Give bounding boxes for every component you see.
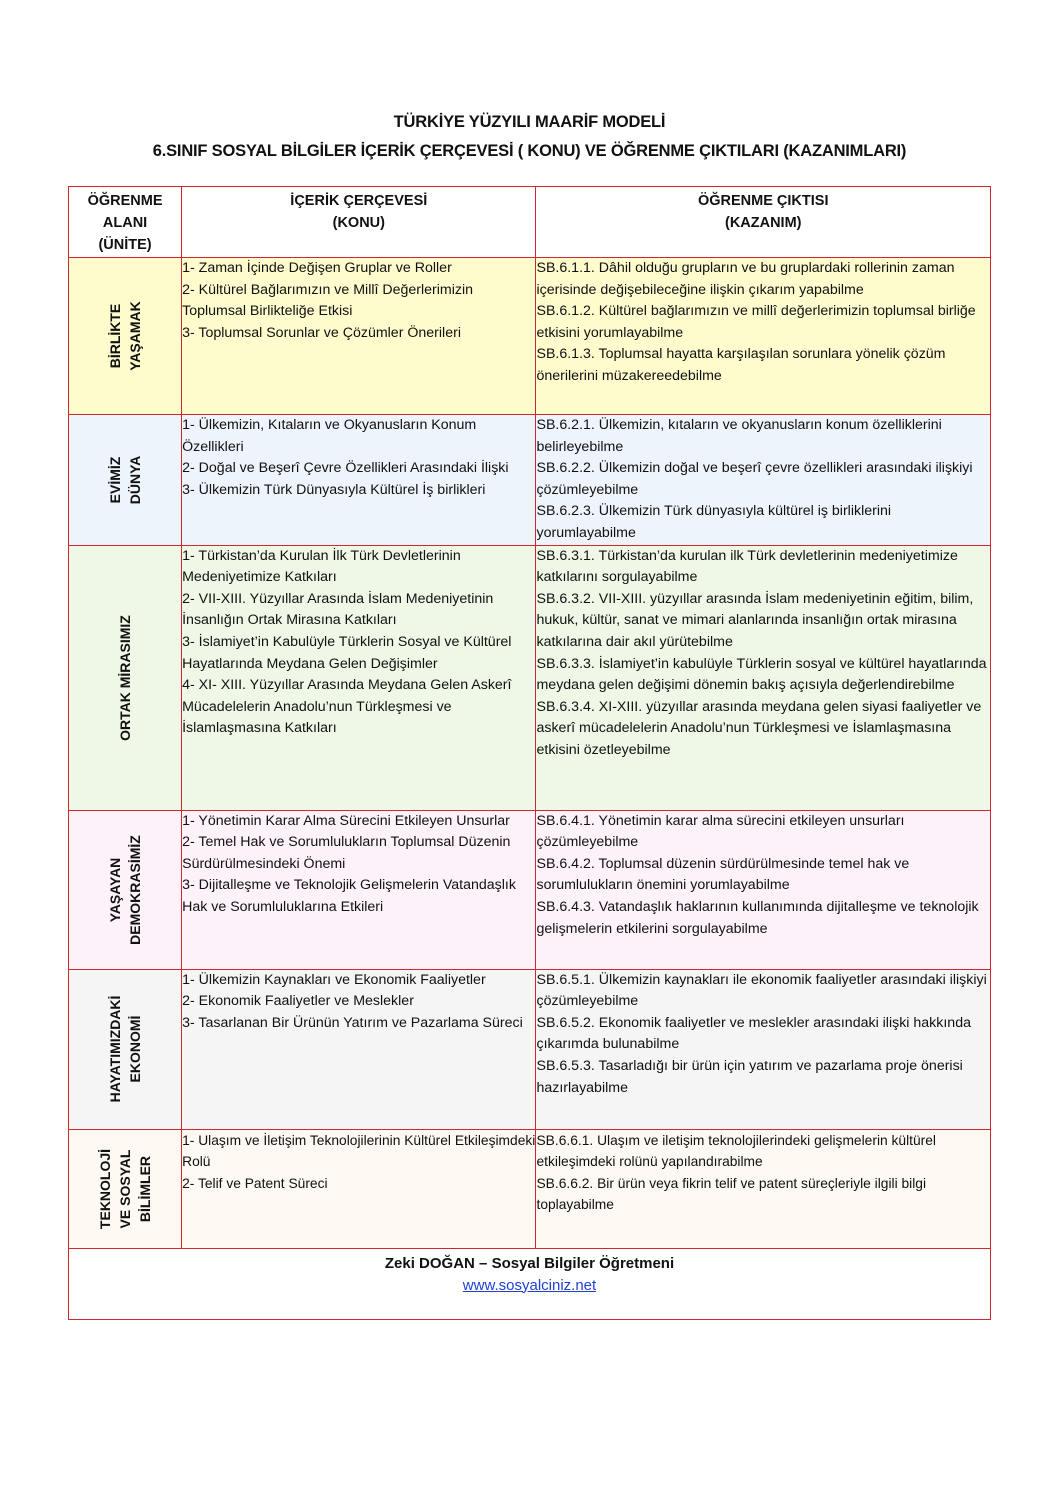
topic-item: 1- Zaman İçinde Değişen Gruplar ve Roller	[182, 260, 452, 276]
outcome-item: SB.6.1.1. Dâhil olduğu grupların ve bu gruplardaki rollerinin zaman içerisinde değişebileceğine ilişkin çıkarım yapabilme	[536, 260, 955, 298]
outcome-item: SB.6.5.1. Ülkemizin kaynakları ile ekonomik faaliyetler arasındaki ilişkiyi çözümleyebilme	[536, 971, 987, 1010]
table-footer-row	[69, 1248, 991, 1319]
topic-item: 3- Toplumsal Sorunlar ve Çözümler Önerileri	[182, 324, 461, 341]
topic-item: 2- Ekonomik Faaliyetler ve Meslekler	[182, 993, 414, 1010]
author-credit: Zeki DOĞAN – Sosyal Bilgiler Öğretmeni	[384, 1254, 675, 1272]
header-line: (KONU)	[332, 215, 385, 231]
outcomes-cell	[536, 1129, 991, 1248]
topics-cell	[182, 545, 536, 810]
unit-label: EKONOMİ	[127, 1015, 144, 1083]
topics-cell	[182, 415, 536, 546]
outcome-item: SB.6.5.2. Ekonomik faaliyetler ve meslekler arasındaki ilişki hakkında çıkarımda bulunabilme	[536, 1014, 971, 1053]
table-row	[69, 969, 991, 1129]
unit-label: DEMOKRASİMİZ	[127, 834, 144, 945]
outcome-item: SB.6.3.1. Türkistan’da kurulan ilk Türk devletlerinin medeniyetimize katkılarını sorgulayabilme	[536, 547, 958, 586]
header-line: ALANI	[102, 215, 148, 231]
unit-cell	[69, 258, 182, 415]
unit-label: HAYATIMIZDAKİ	[107, 995, 124, 1103]
header-line: (ÜNİTE)	[98, 237, 152, 253]
topic-item: 3- İslamiyet’in Kabulüyle Türklerin Sosyal ve Kültürel Hayatlarında Meydana Gelen Değişimler	[182, 633, 512, 672]
topics-cell	[182, 969, 536, 1129]
topic-item: 3- Tasarlanan Bir Ürünün Yatırım ve Pazarlama Süreci	[182, 1014, 523, 1031]
outcomes-cell	[536, 415, 991, 546]
table-row	[69, 810, 991, 969]
outcome-item: SB.6.2.2. Ülkemizin doğal ve beşerî çevre özellikleri arasındaki ilişkiyi çözümleyebilme	[536, 460, 973, 498]
header-line: ÖĞRENME ÇIKTISI	[697, 193, 829, 209]
unit-label: BİLİMLER	[137, 1155, 154, 1222]
topic-item: 2- Temel Hak ve Sorumlulukların Toplumsal Düzenin Sürdürülmesindeki Önemi	[182, 834, 511, 872]
outcomes-cell	[536, 969, 991, 1129]
unit-cell	[69, 415, 182, 546]
outcomes-cell	[536, 545, 991, 810]
unit-label: DÜNYA	[127, 455, 144, 505]
unit-label: YAŞAMAK	[127, 301, 144, 371]
table-row	[69, 415, 991, 546]
topics-cell	[182, 1129, 536, 1248]
unit-cell	[69, 1129, 182, 1248]
outcome-item: SB.6.4.3. Vatandaşlık haklarının kullanımında dijitalleşme ve teknolojik gelişmelerin etkilerini sorgulayabilme	[536, 898, 979, 937]
table-row	[69, 1129, 991, 1248]
outcomes-cell	[536, 258, 991, 415]
outcome-item: SB.6.6.1. Ulaşım ve iletişim teknolojilerindeki gelişmelerin kültürel etkileşimdeki rolünü yapılandırabilme	[536, 1132, 936, 1170]
topic-item: 3- Ülkemizin Türk Dünyasıyla Kültürel İş birlikleri	[182, 481, 486, 498]
header-line: İÇERİK ÇERÇEVESİ	[290, 193, 428, 209]
table-row	[69, 545, 991, 810]
header-content-frame	[182, 187, 536, 258]
topics-cell	[182, 810, 536, 969]
outcome-item: SB.6.3.4. XI-XIII. yüzyıllar arasında meydana gelen siyasi faaliyetler ve askerî mücadelelerin Anadolu’nun Türkleşmesi ve İslamlaşmasına etkisini özetleyebilme	[536, 698, 982, 758]
outcome-item: SB.6.6.2. Bir ürün veya fikrin telif ve patent süreçleriyle ilgili bilgi toplayabilme	[536, 1175, 927, 1213]
outcome-item: SB.6.3.3. İslamiyet’in kabulüyle Türklerin sosyal ve kültürel hayatlarında meydana gelen değişimi dönemin bakış açısıyla değerlendirebilme	[536, 655, 987, 694]
website-link[interactable]: www.sosyalciniz.net	[462, 1276, 597, 1294]
outcomes-cell	[536, 810, 991, 969]
unit-cell	[69, 545, 182, 810]
outcome-item: SB.6.5.3. Tasarladığı bir ürün için yatırım ve pazarlama proje önerisi hazırlayabilme	[536, 1057, 963, 1096]
topic-item: 1- Türkistan’da Kurulan İlk Türk Devletlerinin Medeniyetimize Katkıları	[182, 547, 461, 586]
curriculum-table	[68, 186, 991, 1320]
unit-label: VE SOSYAL	[117, 1149, 134, 1228]
topic-item: 1- Ulaşım ve İletişim Teknolojilerinin Kültürel Etkileşimdeki Rolü	[182, 1132, 536, 1170]
topic-item: 4- XI- XIII. Yüzyıllar Arasında Meydana Gelen Askerî Mücadelelerin Anadolu’nun Türkleşmesi ve İslamlaşmasına Katkıları	[182, 677, 512, 737]
outcome-item: SB.6.1.3. Toplumsal hayatta karşılaşılan sorunlara yönelik çözüm önerilerini müzakereedebilme	[536, 346, 946, 384]
topic-item: 2- Kültürel Bağlarımızın ve Millî Değerlerimizin Toplumsal Birlikteliğe Etkisi	[182, 281, 474, 320]
unit-cell	[69, 969, 182, 1129]
topic-item: 1- Ülkemizin, Kıtaların ve Okyanusların Konum Özellikleri	[182, 417, 477, 455]
outcome-item: SB.6.2.3. Ülkemizin Türk dünyasıyla kültürel iş birliklerini yorumlayabilme	[536, 503, 892, 541]
outcome-item: SB.6.2.1. Ülkemizin, kıtaların ve okyanusların konum özelliklerini belirleyebilme	[536, 417, 942, 455]
topic-item: 2- Telif ve Patent Süreci	[182, 1175, 328, 1191]
header-learning-area	[69, 187, 182, 258]
topic-item: 1- Ülkemizin Kaynakları ve Ekonomik Faaliyetler	[182, 971, 486, 988]
footer-cell	[69, 1248, 991, 1319]
unit-label: EVİMİZ	[107, 456, 124, 504]
table-header-row	[69, 187, 991, 258]
table-row	[69, 258, 991, 415]
header-line: (KAZANIM)	[724, 215, 802, 231]
header-line: ÖĞRENME	[87, 193, 163, 209]
unit-cell	[69, 810, 182, 969]
unit-label: ORTAK MİRASIMIZ	[117, 614, 134, 741]
header-learning-outcome	[536, 187, 991, 258]
topic-item: 3- Dijitalleşme ve Teknolojik Gelişmelerin Vatandaşlık Hak ve Sorumluluklarına Etkileri	[182, 877, 516, 915]
document-title: TÜRKİYE YÜZYILI MAARİF MODELİ	[393, 113, 666, 131]
unit-label: YAŞAYAN	[107, 857, 124, 922]
topic-item: 1- Yönetimin Karar Alma Sürecini Etkileyen Unsurlar	[182, 812, 510, 829]
outcome-item: SB.6.1.2. Kültürel bağlarımızın ve millî değerlerimizin toplumsal birliğe etkisini yorumlayabilme	[536, 303, 976, 341]
topic-item: 2- Doğal ve Beşerî Çevre Özellikleri Arasındaki İlişki	[182, 460, 509, 477]
outcome-item: SB.6.4.1. Yönetimin karar alma sürecini etkileyen unsurları çözümleyebilme	[536, 812, 905, 851]
unit-label: TEKNOLOJİ	[97, 1148, 114, 1229]
outcome-item: SB.6.3.2. VII-XIII. yüzyıllar arasında İslam medeniyetinin eğitim, bilim, hukuk, kültür, sanat ve mimari alanlarında insanlığın ortak mirasına katkılarına dair akıl yürütebilme	[536, 590, 974, 650]
topics-cell	[182, 258, 536, 415]
outcome-item: SB.6.4.2. Toplumsal düzenin sürdürülmesinde temel hak ve sorumlulukların önemini yorumlayabilme	[536, 855, 910, 894]
topic-item: 2- VII-XIII. Yüzyıllar Arasında İslam Medeniyetinin İnsanlığın Ortak Mirasına Katkıları	[182, 590, 494, 629]
unit-label: BİRLİKTE	[107, 303, 124, 369]
document-subtitle: 6.SINIF SOSYAL BİLGİLER İÇERİK ÇERÇEVESİ ( KONU) VE ÖĞRENME ÇIKTILARI (KAZANIMLARI)	[152, 142, 907, 160]
